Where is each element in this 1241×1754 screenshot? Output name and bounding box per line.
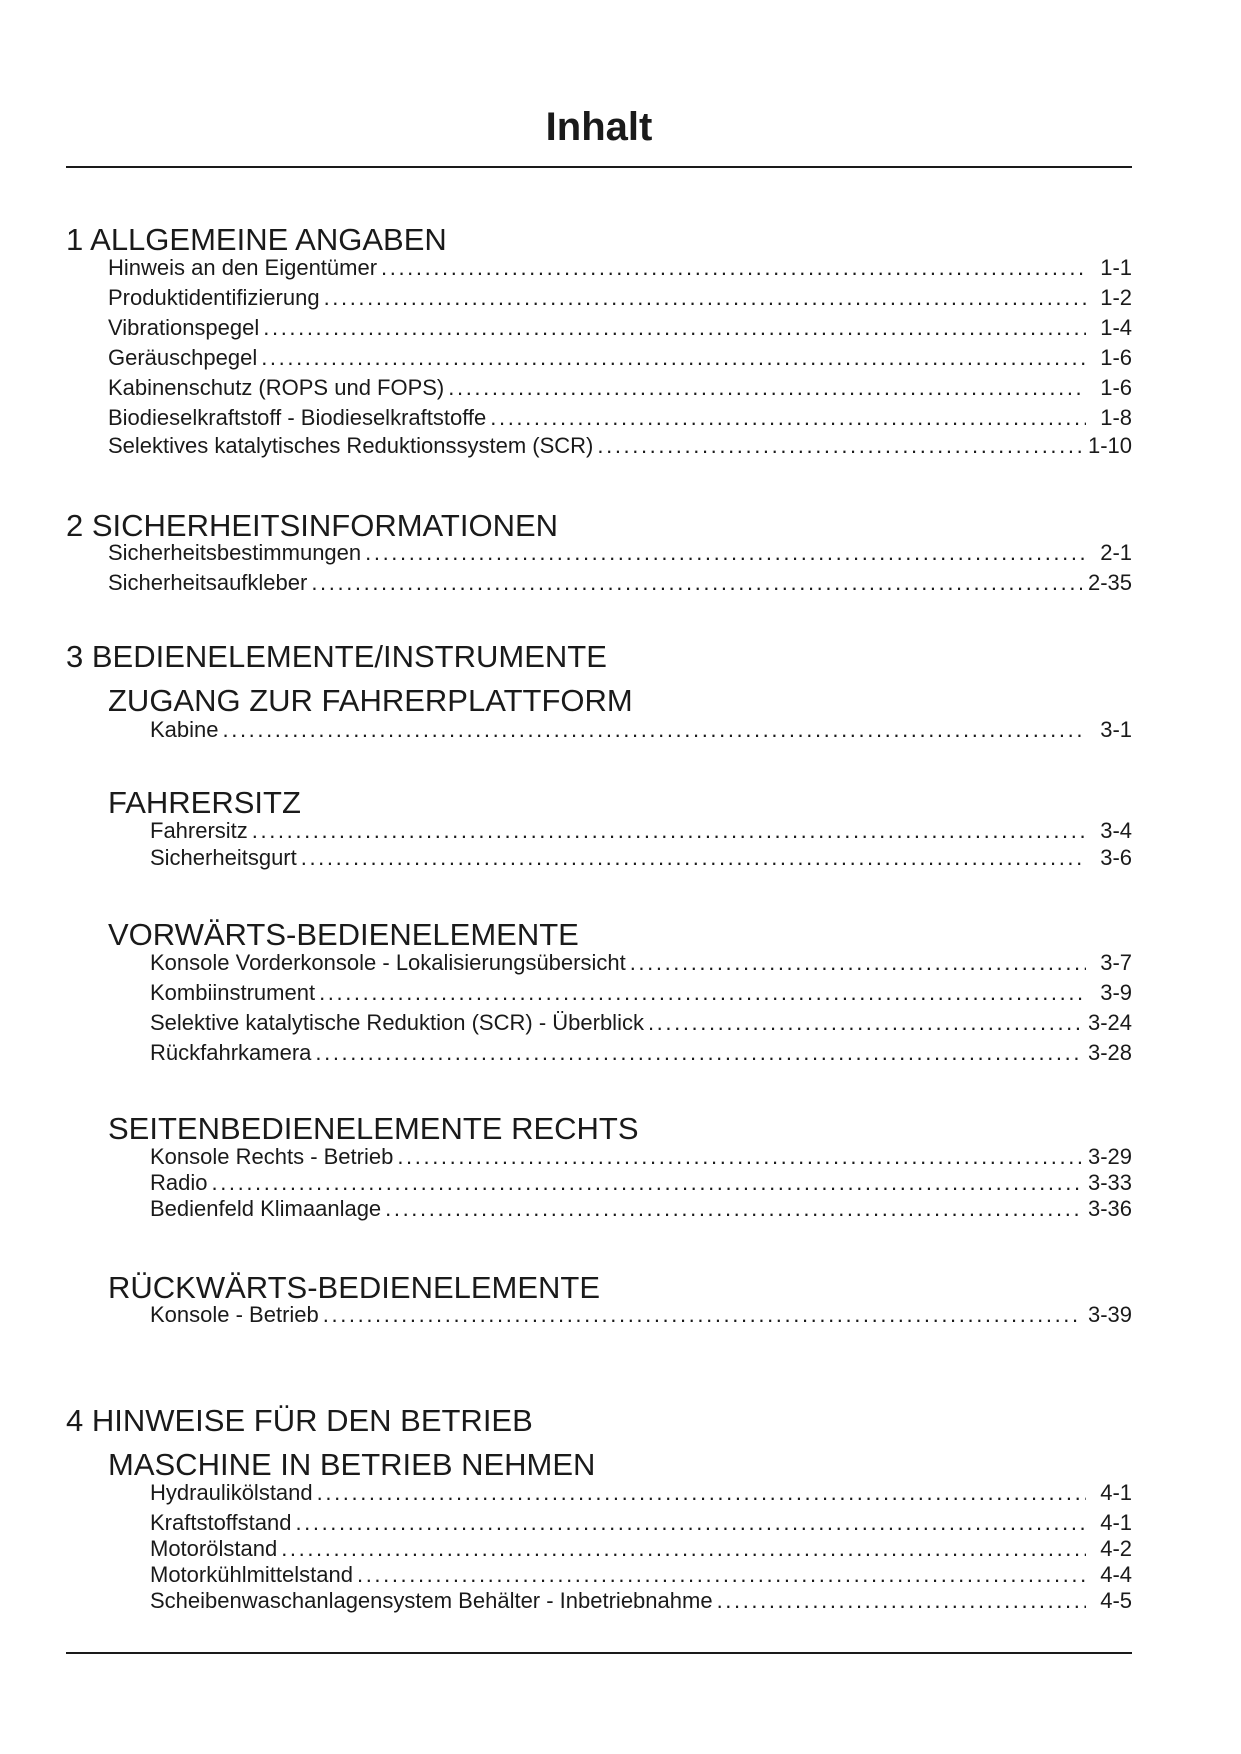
dot-leader: [315, 1040, 1082, 1066]
dot-leader: [211, 1170, 1081, 1196]
toc-entry-page: 4-4: [1100, 1562, 1132, 1587]
toc-entry[interactable]: [150, 1144, 1132, 1170]
toc-entry-label: Sicherheitsaufkleber: [108, 570, 308, 595]
toc-entry[interactable]: [150, 1302, 1132, 1328]
page-title: Inhalt: [545, 105, 653, 149]
dot-leader: [317, 1480, 1086, 1506]
dot-leader: [295, 1510, 1086, 1536]
toc-entry-label: Hinweis an den Eigentümer: [108, 255, 378, 280]
toc-entry-page: 4-5: [1100, 1588, 1132, 1613]
dot-leader: [301, 845, 1086, 871]
toc-entry[interactable]: [150, 1536, 1132, 1562]
toc-entry-label: Hydraulikölstand: [150, 1480, 313, 1505]
dot-leader: [397, 1144, 1082, 1170]
toc-entry[interactable]: [150, 1562, 1132, 1588]
toc-entry[interactable]: [150, 1588, 1132, 1614]
toc-entry-page: 4-1: [1100, 1510, 1132, 1535]
toc-entry-label: Kombiinstrument: [150, 980, 316, 1005]
toc-entry-page: 1-4: [1100, 315, 1132, 340]
dot-leader: [597, 433, 1082, 459]
toc-entry-page: 2-35: [1087, 570, 1132, 595]
toc-entry-page: 4-2: [1100, 1536, 1132, 1561]
toc-entry-page: 3-29: [1087, 1144, 1132, 1169]
toc-entry-label: Vibrationspegel: [108, 315, 260, 340]
dot-leader: [223, 717, 1086, 743]
toc-entry[interactable]: [150, 1010, 1132, 1036]
toc-entry-label: Biodieselkraftstoff - Biodieselkraftstoffe: [108, 405, 487, 430]
toc-entry-page: 3-6: [1100, 845, 1132, 870]
title-rule: [66, 166, 1132, 168]
toc-entry-label: Rückfahrkamera: [150, 1040, 312, 1065]
dot-leader: [357, 1562, 1086, 1588]
toc-entry-label: Motorölstand: [150, 1536, 278, 1561]
toc-entry-page: 2-1: [1100, 540, 1132, 565]
toc-entry-label: Sicherheitsbestimmungen: [108, 540, 362, 565]
toc-entry[interactable]: [108, 375, 1132, 401]
toc-entry-page: 1-10: [1087, 433, 1132, 458]
chapter-heading: 3 BEDIENELEMENTE/INSTRUMENTE: [66, 639, 607, 674]
toc-entry-label: Produktidentifizierung: [108, 285, 320, 310]
toc-entry[interactable]: [150, 1480, 1132, 1506]
dot-leader: [324, 285, 1086, 311]
toc-entry[interactable]: [150, 980, 1132, 1006]
toc-entry-page: 3-33: [1087, 1170, 1132, 1195]
toc-entry-label: Konsole Rechts - Betrieb: [150, 1144, 394, 1169]
toc-entry-label: Geräuschpegel: [108, 345, 258, 370]
toc-entry-page: 1-8: [1100, 405, 1132, 430]
toc-entry[interactable]: [150, 1196, 1132, 1222]
dot-leader: [648, 1010, 1082, 1036]
section-heading: FAHRERSITZ: [108, 785, 301, 820]
toc-entry[interactable]: [108, 345, 1132, 371]
toc-entry[interactable]: [108, 315, 1132, 341]
toc-entry-page: 3-7: [1100, 950, 1132, 975]
dot-leader: [630, 950, 1086, 976]
chapter-heading: 4 HINWEISE FÜR DEN BETRIEB: [66, 1403, 533, 1438]
dot-leader: [311, 570, 1082, 596]
section-heading: RÜCKWÄRTS-BEDIENELEMENTE: [108, 1270, 601, 1305]
toc-entry-page: 1-1: [1100, 255, 1132, 280]
toc-entry-label: Kabinenschutz (ROPS und FOPS): [108, 375, 445, 400]
dot-leader: [281, 1536, 1086, 1562]
toc-entry-label: Konsole Vorderkonsole - Lokalisierungsübersicht: [150, 950, 626, 975]
dot-leader: [263, 315, 1086, 341]
toc-entry-page: 1-6: [1100, 375, 1132, 400]
toc-entry-page: 3-28: [1087, 1040, 1132, 1065]
section-heading: MASCHINE IN BETRIEB NEHMEN: [108, 1447, 596, 1482]
section-heading: ZUGANG ZUR FAHRERPLATTFORM: [108, 683, 633, 718]
toc-entry[interactable]: [150, 818, 1132, 844]
toc-entry-page: 3-36: [1087, 1196, 1132, 1221]
toc-entry-label: Sicherheitsgurt: [150, 845, 297, 870]
toc-entry-label: Fahrersitz: [150, 818, 248, 843]
toc-entry-label: Konsole - Betrieb: [150, 1302, 319, 1327]
toc-entry-page: 1-2: [1100, 285, 1132, 310]
toc-entry[interactable]: [108, 405, 1132, 431]
toc-entry[interactable]: [150, 1170, 1132, 1196]
toc-entry-label: Radio: [150, 1170, 208, 1195]
toc-entry-label: Motorkühlmittelstand: [150, 1562, 353, 1587]
chapter-heading: 1 ALLGEMEINE ANGABEN: [66, 222, 447, 257]
toc-entry-page: 3-24: [1087, 1010, 1132, 1035]
dot-leader: [490, 405, 1086, 431]
toc-entry[interactable]: [150, 845, 1132, 871]
dot-leader: [717, 1588, 1086, 1614]
chapter-heading: 2 SICHERHEITSINFORMATIONEN: [66, 508, 559, 543]
toc-entry[interactable]: [150, 1510, 1132, 1536]
toc-entry[interactable]: [108, 540, 1132, 566]
toc-entry[interactable]: [108, 255, 1132, 281]
dot-leader: [261, 345, 1086, 371]
toc-entry-label: Bedienfeld Klimaanlage: [150, 1196, 382, 1221]
toc-entry-label: Kraftstoffstand: [150, 1510, 292, 1535]
section-heading: VORWÄRTS-BEDIENELEMENTE: [108, 917, 579, 952]
toc-entry[interactable]: [108, 433, 1132, 459]
dot-leader: [448, 375, 1086, 401]
toc-entry[interactable]: [150, 950, 1132, 976]
toc-entry-label: Kabine: [150, 717, 219, 742]
toc-entry-page: 3-4: [1100, 818, 1132, 843]
dot-leader: [323, 1302, 1082, 1328]
toc-entry-label: Scheibenwaschanlagensystem Behälter - Inbetriebnahme: [150, 1588, 713, 1613]
dot-leader: [385, 1196, 1082, 1222]
toc-entry-page: 3-9: [1100, 980, 1132, 1005]
toc-entry[interactable]: [108, 285, 1132, 311]
toc-entry-page: 4-1: [1100, 1480, 1132, 1505]
dot-leader: [381, 255, 1086, 281]
toc-entry-label: Selektive katalytische Reduktion (SCR) - Überblick: [150, 1010, 644, 1035]
footer-rule: [66, 1652, 1132, 1654]
toc-entry[interactable]: [108, 570, 1132, 596]
toc-entry-page: 3-1: [1100, 717, 1132, 742]
dot-leader: [252, 818, 1086, 844]
dot-leader: [365, 540, 1086, 566]
dot-leader: [319, 980, 1086, 1006]
toc-entry-label: Selektives katalytisches Reduktionssystem (SCR): [108, 433, 594, 458]
toc-entry[interactable]: [150, 1040, 1132, 1066]
section-heading: SEITENBEDIENELEMENTE RECHTS: [108, 1111, 639, 1146]
toc-entry-page: 3-39: [1087, 1302, 1132, 1327]
toc-entry-page: 1-6: [1100, 345, 1132, 370]
toc-entry[interactable]: [150, 717, 1132, 743]
